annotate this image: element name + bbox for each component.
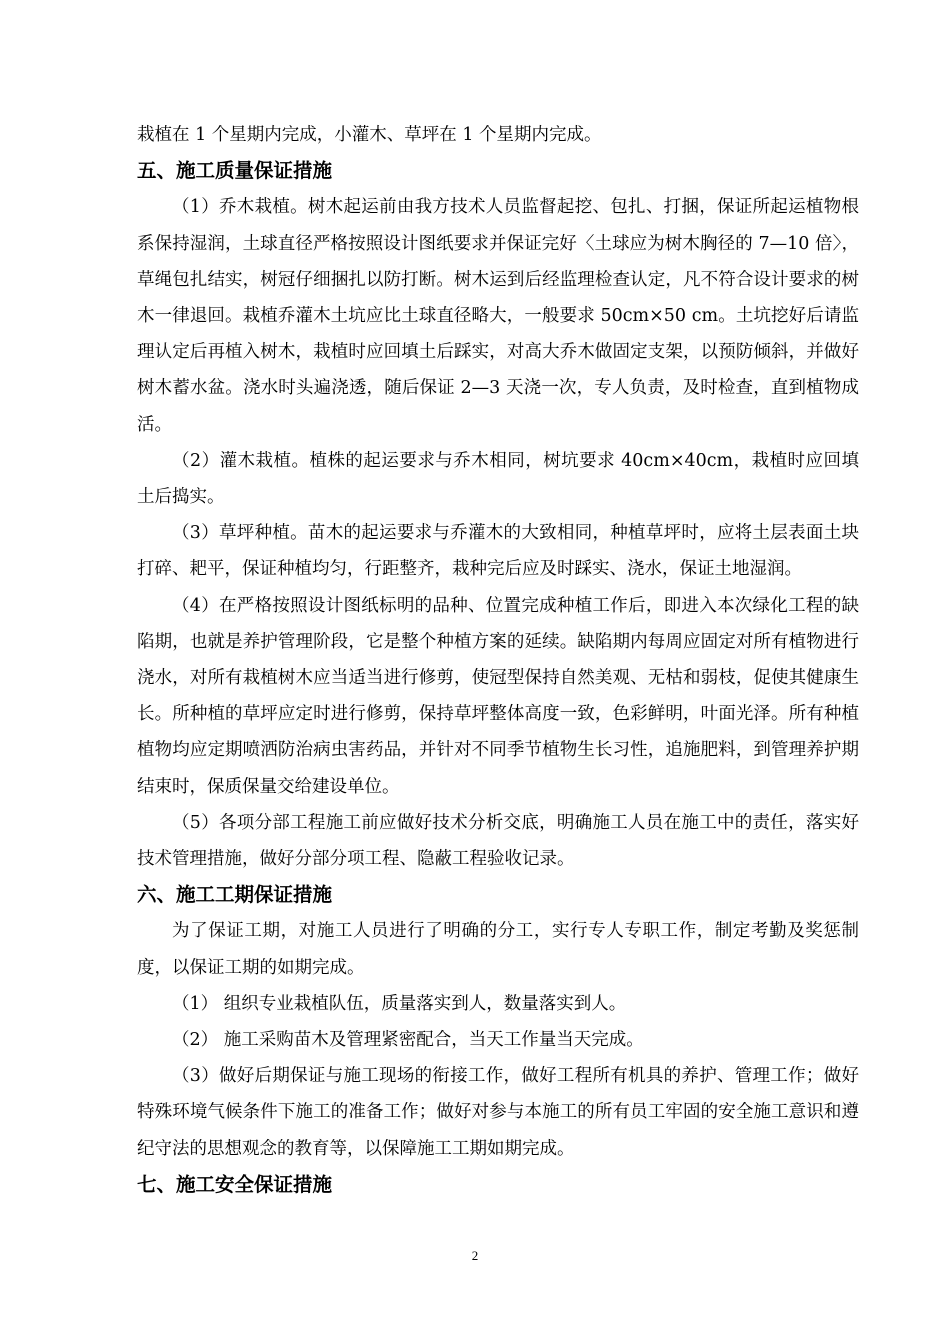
- document-body: [137, 117, 859, 1203]
- paragraph: （1） 组织专业栽植队伍，质量落实到人，数量落实到人。: [172, 993, 627, 1014]
- paragraph: 栽植在 1 个星期内完成，小灌木、草坪在 1 个星期内完成。: [137, 125, 602, 145]
- paragraph: （2） 施工采购苗木及管理紧密配合，当天工作量当天完成。: [172, 1030, 644, 1051]
- section-heading: 六、施工工期保证措施: [137, 883, 333, 907]
- paragraph: （1）乔木栽植。树木起运前由我方技术人员监督起挖、包扎、打捆，保证所起运植物根系保持湿润，土球直径严格按照设计图纸要求并保证完好〈土球应为树木胸径的 7—10 倍〉，草绳包扎结实，树冠仔细捆扎以防打断。树木运到后经监理检查认定，凡不符合设计要求的树木一律退回。栽植乔灌木土坑应比土球直径略大，一般要求 50cm×50 cm。土坑挖好后请监理认定后再植入树木，栽植时应回填土后踩实，对高大乔木做固定支架，以预防倾斜，并做好树木蓄水盆。浇水时头遍浇透，随后保证 2—3 天浇一次，专人负责，及时检查，直到植物成活。: [137, 197, 859, 435]
- paragraph: （3）做好后期保证与施工现场的衔接工作，做好工程所有机具的养护、管理工作；做好特殊环境气候条件下施工的准备工作；做好对参与本施工的所有员工牢固的安全施工意识和遵纪守法的思想观念的教育等，以保障施工工期如期完成。: [137, 1066, 859, 1159]
- paragraph: （2）灌木栽植。植株的起运要求与乔木相同，树坑要求 40cm×40cm，栽植时应回填土后捣实。: [137, 450, 859, 508]
- paragraph: 为了保证工期，对施工人员进行了明确的分工，实行专人专职工作，制定考勤及奖惩制度，以保证工期的如期完成。: [137, 921, 859, 978]
- section-heading: 五、施工质量保证措施: [137, 159, 333, 183]
- paragraph: （5）各项分部工程施工前应做好技术分析交底，明确施工人员在施工中的责任，落实好技术管理措施，做好分部分项工程、隐蔽工程验收记录。: [137, 812, 859, 870]
- section-heading: 七、施工安全保证措施: [137, 1172, 333, 1196]
- paragraph: （4）在严格按照设计图纸标明的品种、位置完成种植工作后，即进入本次绿化工程的缺陷期，也就是养护管理阶段，它是整个种植方案的延续。缺陷期内每周应固定对所有植物进行浇水，对所有栽植树木应当适当进行修剪，使冠型保持自然美观、无枯和弱枝，促使其健康生长。所种植的草坪应定时进行修剪，保持草坪整体高度一致，色彩鲜明，叶面光泽。所有种植植物均应定期喷洒防治病虫害药品，并针对不同季节植物生长习性，追施肥料，到管理养护期结束时，保质保量交给建设单位。: [137, 595, 859, 797]
- paragraph: （3）草坪种植。苗木的起运要求与乔灌木的大致相同，种植草坪时，应将土层表面土块打碎、耙平，保证种植均匀，行距整齐，栽种完后应及时踩实、浇水，保证土地湿润。: [137, 523, 859, 580]
- page-number: 2: [471, 1248, 479, 1263]
